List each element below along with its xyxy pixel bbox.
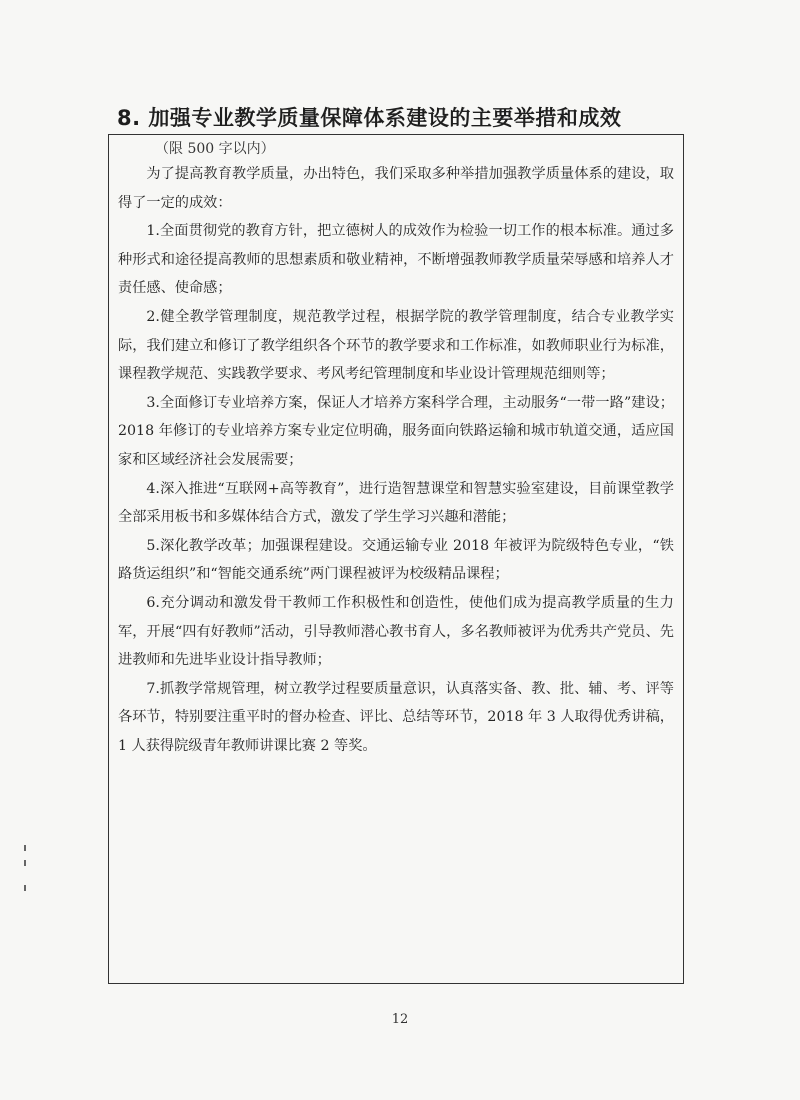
section-body: [118, 160, 674, 760]
measure-paragraph-7: 7.抓教学常规管理，树立教学过程要质量意识，认真落实备、教、批、辅、考、评等各环节，特别要注重平时的督办检查、评比、总结等环节，2018 年 3 人取得优秀讲稿，1 人获得院级青年教师讲课比赛 2 等奖。: [118, 680, 674, 754]
word-limit-note: （限 500 字以内）: [155, 141, 275, 157]
scan-mark: [24, 885, 26, 891]
measure-paragraph-1: 1.全面贯彻党的教育方针，把立德树人的成效作为检验一切工作的根本标准。通过多种形式和途径提高教师的思想素质和敬业精神，不断增强教师教学质量荣辱感和培养人才责任感、使命感；: [118, 223, 674, 297]
scan-mark: [24, 860, 26, 866]
intro-paragraph: 为了提高教育教学质量，办出特色，我们采取多种举措加强教学质量体系的建设，取得了一定的成效：: [118, 166, 674, 211]
scan-mark: [24, 845, 26, 851]
measure-paragraph-3: 3.全面修订专业培养方案，保证人才培养方案科学合理，主动服务“一带一路”建设；2018 年修订的专业培养方案专业定位明确，服务面向铁路运输和城市轨道交通，适应国家和区域经济社会发展需要；: [118, 394, 674, 468]
section-heading: 8. 加强专业教学质量保障体系建设的主要举措和成效: [117, 106, 622, 130]
page-number: 12: [391, 1012, 409, 1027]
measure-paragraph-4: 4.深入推进“互联网+高等教育”，进行造智慧课堂和智慧实验室建设，目前课堂教学全部采用板书和多媒体结合方式，激发了学生学习兴趣和潜能；: [118, 480, 674, 526]
measure-paragraph-5: 5.深化教学改革；加强课程建设。交通运输专业 2018 年被评为院级特色专业，“铁路货运组织”和“智能交通系统”两门课程被评为校级精品课程；: [118, 537, 674, 583]
measure-paragraph-6: 6.充分调动和激发骨干教师工作积极性和创造性，使他们成为提高教学质量的生力军，开展“四有好教师”活动，引导教师潜心教书育人，多名教师被评为优秀共产党员、先进教师和先进毕业设计指导教师；: [118, 594, 674, 669]
measure-paragraph-2: 2.健全教学管理制度，规范教学过程，根据学院的教学管理制度，结合专业教学实际，我们建立和修订了教学组织各个环节的教学要求和工作标准，如教师职业行为标准，课程教学规范、实践教学要求、考风考纪管理制度和毕业设计管理规范细则等；: [118, 308, 674, 383]
